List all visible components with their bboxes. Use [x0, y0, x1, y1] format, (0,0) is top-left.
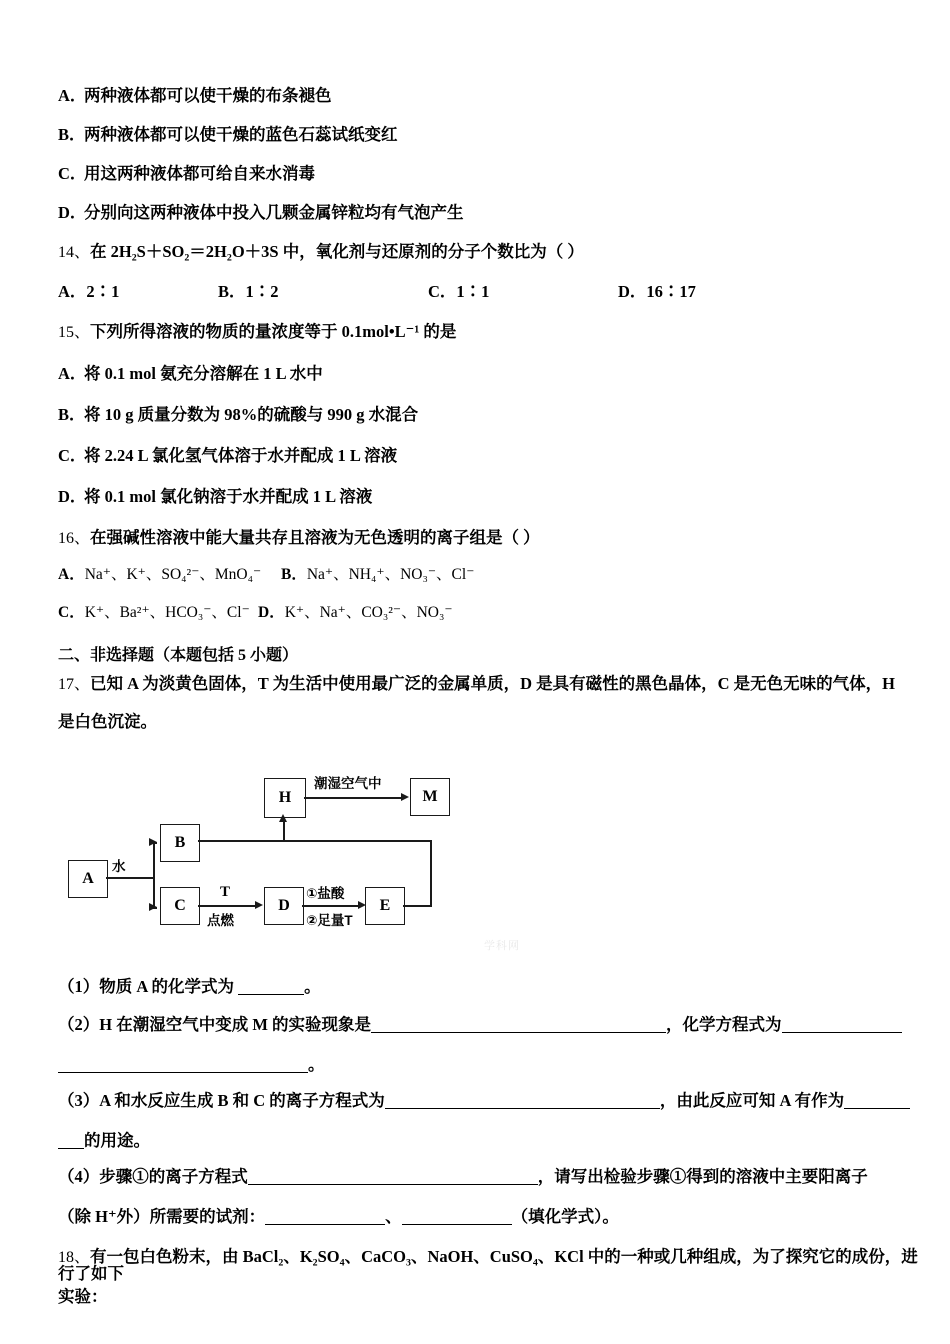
arrow-split-to-c [149, 903, 157, 911]
q16-option-ions-d: K⁺、Na⁺、CO₃²⁻、NO₃⁻ [284, 604, 453, 621]
option-text-b: 两种液体都可以使干燥的蓝色石蕊试纸变红 [84, 125, 398, 144]
q17-sub-2-text: H 在潮湿空气中变成 M 的实验现象是 [99, 1015, 372, 1034]
diagram-box-h: H [264, 778, 306, 818]
q16-stem-text: 在强碱性溶液中能大量共存且溶液为无色透明的离子组是（ ） [90, 528, 540, 547]
q16-option-label-c: C． [58, 604, 85, 621]
q17-sub-4-tail: （填化学式）。 [511, 1207, 619, 1226]
q17-sub-4-blank-3[interactable] [402, 1224, 512, 1225]
q14-stem-text: 在 2H₂S＋SO₂＝2H₂O＋3S 中，氧化剂与还原剂的分子个数比为（ ） [90, 242, 584, 261]
q16-option-c [58, 600, 250, 622]
q13-option-a [58, 82, 920, 121]
q17-sub-3-mid: ，由此反应可知 A 有作为 [659, 1091, 845, 1110]
q16-option-b [281, 562, 474, 584]
q16-option-label-b: B． [281, 566, 307, 583]
q16-option-label-a: A． [58, 566, 85, 583]
arrow-split-to-b [149, 838, 157, 846]
q18-line-2: 实验： [58, 1287, 108, 1306]
q14-option-text-d: 16∶17 [646, 282, 696, 301]
q16-options-row-1 [58, 562, 920, 600]
diagram-box-c: C [160, 887, 200, 925]
diagram-box-m: M [410, 778, 450, 816]
q15-option-label-d: D． [58, 487, 87, 506]
option-label-a: A． [58, 86, 87, 105]
q17-sub-4-line-2 [58, 1209, 920, 1249]
q14-option-label-d: D． [618, 282, 647, 301]
option-text-a: 两种液体都可以使干燥的布条褪色 [84, 86, 332, 105]
q14-option-a [58, 278, 119, 302]
q17-sub-1-text: 物质 A 的化学式为 [99, 977, 235, 996]
q14-option-b [218, 278, 279, 302]
q17-sub-1 [58, 979, 920, 1017]
option-label-c: C． [58, 164, 87, 183]
q17-sub-4-line2-pre: （除 H⁺外）所需要的试剂： [58, 1207, 266, 1226]
q16-options-row-2 [58, 600, 920, 638]
line-b-to-h-bus [198, 840, 432, 842]
option-text-d: 分别向这两种液体中投入几颗金属锌粒均有气泡产生 [84, 203, 464, 222]
q17-sub-3-tail: 的用途。 [84, 1131, 150, 1150]
q15-option-d [58, 483, 920, 524]
line-d-to-e [302, 905, 360, 907]
q17-sub-4-sep: 、 [385, 1207, 402, 1226]
q15-option-text-a: 将 0.1 mol 氨充分溶解在 1 L 水中 [84, 364, 323, 383]
q15-option-label-b: B． [58, 405, 86, 424]
option-text-c: 用这两种液体都可给自来水消毒 [84, 164, 315, 183]
diagram-box-a: A [68, 860, 108, 898]
q18-line-1 [58, 1249, 920, 1289]
q13-option-d [58, 199, 920, 238]
diagram-label-step2: ②足量T [306, 913, 353, 928]
line-bus-to-h [283, 820, 285, 842]
q14-option-text-b: 1∶2 [245, 282, 279, 301]
q15-option-label-a: A． [58, 364, 87, 383]
q17-sub-2-blank-2[interactable] [782, 1032, 902, 1033]
q17-sub-4-blank-2[interactable] [265, 1224, 385, 1225]
q15-option-text-b: 将 10 g 质量分数为 98%的硫酸与 990 g 水混合 [84, 405, 419, 424]
q17-stem-text-1: 已知 A 为淡黄色固体，T 为生活中使用最广泛的金属单质，D 是具有磁性的黑色晶体，C 是无色无味的气体，H [90, 674, 896, 693]
q17-sub-4-text: 步骤①的离子方程式 [99, 1167, 248, 1186]
q15-stem [58, 318, 920, 360]
q14-option-text-a: 2∶1 [86, 282, 120, 301]
option-label-d: D． [58, 203, 87, 222]
q17-sub-3-no: （3） [58, 1091, 100, 1110]
line-a-to-split [106, 877, 154, 879]
q14-option-d [618, 278, 696, 302]
q15-option-label-c: C． [58, 446, 87, 465]
q17-sub-3 [58, 1093, 920, 1133]
q14-option-label-c: C． [428, 282, 457, 301]
q14-option-text-c: 1∶1 [456, 282, 490, 301]
q17-sub-1-blank[interactable] [238, 994, 304, 995]
q14-options [58, 278, 920, 318]
line-h-to-m [304, 797, 402, 799]
diagram-label-t: T [220, 884, 231, 900]
arrow-d-to-e [358, 901, 366, 909]
q17-sub-2-blank-3[interactable] [58, 1072, 308, 1073]
q16-option-d [258, 600, 453, 622]
diagram-label-moist-air: 潮湿空气中 [314, 776, 382, 791]
diagram-box-e: E [365, 887, 405, 925]
line-c-to-d [198, 905, 256, 907]
q17-sub-2-no: （2） [58, 1015, 100, 1034]
line-e-up [430, 840, 432, 906]
q17-stem-line-2: 是白色沉淀。 [58, 712, 157, 731]
q14-option-label-a: A． [58, 282, 87, 301]
q17-sub-2-tail: 。 [308, 1055, 325, 1074]
q16-option-ions-b: Na⁺、NH₄⁺、NO₃⁻、Cl⁻ [306, 566, 475, 583]
arrow-c-to-d [255, 901, 263, 909]
q14-number: 14、 [58, 244, 91, 261]
q17-sub-2 [58, 1017, 920, 1057]
q17-sub-2-blank-1[interactable] [371, 1032, 666, 1033]
section-2-heading: 二、非选择题（本题包括 5 小题） [58, 647, 299, 664]
line-split-vertical [153, 842, 155, 908]
q15-option-b [58, 401, 920, 442]
diagram-box-b: B [160, 824, 200, 862]
q17-number: 17、 [58, 676, 91, 693]
arrow-h-to-m [401, 793, 409, 801]
q15-stem-text: 下列所得溶液的物质的量浓度等于 0.1mol•L⁻¹ 的是 [90, 322, 457, 341]
q15-option-text-c: 将 2.24 L 氯化氢气体溶于水并配成 1 L 溶液 [84, 446, 398, 465]
q18-number: 18、 [58, 1249, 91, 1266]
q14-option-c [428, 278, 489, 302]
q15-number: 15、 [58, 324, 91, 341]
q17-sub-1-no: （1） [58, 977, 100, 996]
line-e-right [403, 905, 432, 907]
diagram-label-step1: ①盐酸 [306, 886, 345, 901]
q17-sub-4 [58, 1169, 920, 1209]
arrow-bus-to-h [279, 814, 287, 822]
q15-option-c [58, 442, 920, 483]
option-label-b: B． [58, 125, 86, 144]
q17-stem-line-1 [58, 676, 920, 714]
q16-option-ions-a: Na⁺、K⁺、SO₄²⁻、MnO₄⁻ [84, 566, 262, 583]
q16-number: 16、 [58, 530, 91, 547]
page-content [58, 82, 920, 1319]
q17-sub-4-blank-1[interactable] [248, 1184, 538, 1185]
q16-option-ions-c: K⁺、Ba²⁺、HCO₃⁻、Cl⁻ [84, 604, 250, 621]
q13-option-b [58, 121, 920, 160]
q16-option-a [58, 562, 261, 584]
q17-sub-3-blank-1[interactable] [385, 1108, 660, 1109]
q16-option-label-d: D． [258, 604, 285, 621]
q15-option-text-d: 将 0.1 mol 氯化钠溶于水并配成 1 L 溶液 [84, 487, 373, 506]
diagram-watermark: 学科网 [484, 940, 520, 952]
diagram-label-ignite: 点燃 [207, 913, 234, 928]
q14-stem [58, 238, 920, 278]
q14-option-label-b: B． [218, 282, 246, 301]
q17-sub-3-blank-3[interactable] [58, 1148, 84, 1149]
q16-stem [58, 524, 920, 562]
q18-text-1: 有一包白色粉末，由 BaCl₂、K₂SO₄、CaCO₃、NaOH、CuSO₄、KCl 中的一种或几种组成，为了探究它的成份，进行了如下 [58, 1247, 918, 1283]
q15-option-a [58, 360, 920, 401]
q17-sub-2-line-2 [58, 1057, 920, 1093]
q17-sub-4-no: （4） [58, 1167, 100, 1186]
q17-sub-3-text: A 和水反应生成 B 和 C 的离子方程式为 [99, 1091, 385, 1110]
q17-sub-3-blank-2[interactable] [844, 1108, 910, 1109]
q17-sub-1-tail: 。 [304, 977, 321, 996]
q17-sub-4-mid: ，请写出检验步骤①得到的溶液中主要阳离子 [537, 1167, 868, 1186]
diagram-box-d: D [264, 887, 304, 925]
q13-option-c [58, 160, 920, 199]
q17-sub-2-mid: ，化学方程式为 [666, 1015, 782, 1034]
diagram-label-water: 水 [112, 859, 126, 874]
reaction-flow-diagram [68, 762, 538, 957]
q17-sub-3-line-2 [58, 1133, 920, 1169]
